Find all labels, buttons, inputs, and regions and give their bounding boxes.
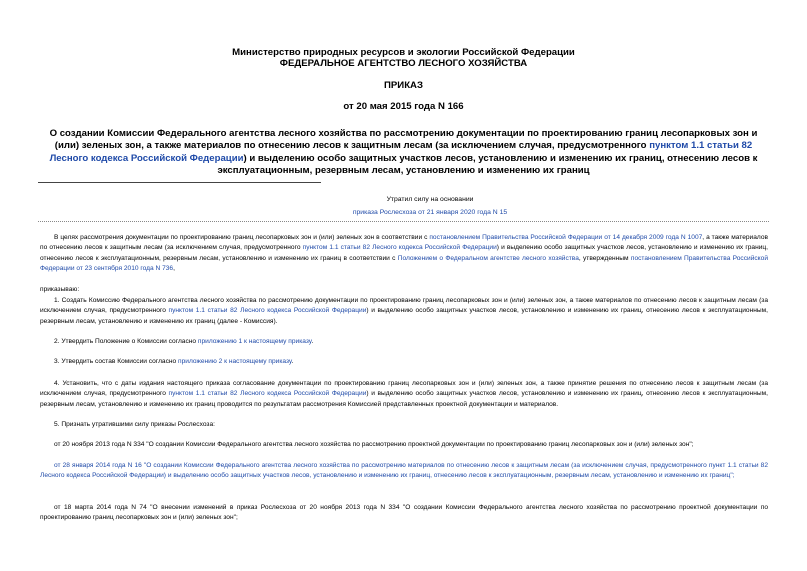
preamble-text-1: В целях рассмотрения документации по проектированию границ лесопарковых зон и (или) зеленых зон в соответствии с [54, 234, 430, 241]
item-3-text-2: . [291, 358, 294, 365]
item-3-text-1: 3. Утвердить состав Комиссии согласно [54, 358, 179, 365]
preamble-link-forest-code[interactable]: пунктом 1.1 статьи 82 Лесного кодекса Российской Федерации [302, 244, 497, 252]
title-divider [38, 182, 321, 183]
preamble-link-736[interactable]: постановлением Правительства Российской Федерации от 23 сентября 2010 года N 736 [40, 254, 768, 273]
ministry-name: Министерство природных ресурсов и экологии Российской Федерации [232, 47, 575, 58]
item-5: 5. Признать утратившими силу приказы Рослесхоза: [54, 421, 215, 428]
order-word: приказываю: [40, 286, 80, 293]
item-3 [40, 357, 768, 367]
title-text-2: ) и выделению особо защитных участков лесов, установлению и изменению их границ, отнесению лесов к эксплуатационным, резервным лесам, установлению и изменению их границ [217, 152, 758, 177]
preamble-paragraph [40, 233, 768, 275]
item-4-text-1: 4. Установить, что с даты издания настоящего приказа согласование документации по проектированию границ лесопарковых зон и (или) зеленых зон, а также принятие решения по отнесению лесов к защитным лесам (за исключением случая, предусмотренного [40, 380, 768, 398]
item-1-link-forest-code[interactable]: пунктом 1.1 статьи 82 Лесного кодекса Российской Федерации [168, 307, 367, 315]
document-type: ПРИКАЗ [384, 80, 423, 91]
preamble-link-1007[interactable]: постановлением Правительства Российской Федерации от 14 декабря 2009 года N 1007 [429, 234, 703, 241]
repealed-order-74: от 18 марта 2014 года N 74 "О внесении изменений в приказ Рослесхоза от 20 ноября 2013 года N 334 "О создании Комиссии Федерального агентства лесного хозяйства по рассмотрению проектной документации по проектированию границ лесопарковых зон и (или) зеленых зон"; [40, 504, 768, 522]
item-1-text-1: 1. Создать Комиссию Федерального агентства лесного хозяйства по рассмотрению документации по проектированию границ лесопарковых зон и (или) зеленых зон, а также материалов по отнесению лесов к защитным лесам (за исключением случая, предусмотренного [40, 297, 768, 315]
status-divider [38, 221, 769, 222]
preamble-text-3: ) и выделению особо защитных участков лесов, установлению и изменению их границ, отнесению лесов к эксплуатационным, резервным лесам, установлению и изменению их границ в соответствии с [40, 244, 769, 262]
document-date: от 20 мая 2015 года N 166 [343, 101, 464, 112]
preamble-text-2: , а также материалов по отнесению лесов к защитным лесам (за исключением случая, предусмотренного [40, 234, 768, 252]
preamble-text-5: , [173, 265, 175, 273]
item-2-text-2: . [311, 338, 314, 345]
title-link-forest-code[interactable]: пунктом 1.1 статьи 82 Лесного кодекса Российской Федерации [49, 140, 753, 164]
title-text-1: О создании Комиссии Федерального агентства лесного хозяйства по рассмотрению документации по проектированию границ лесопарковых зон и (или) зеленых зон, а также материалов по отнесению лесов к защитным лесам (за исключением случая, предусмотренного [49, 128, 758, 152]
item-2-text-1: 2. Утвердить Положение о Комиссии согласно [54, 338, 198, 345]
item-4-text-2: ) и выделению особо защитных участков лесов, установлению и изменению их границ, отнесению лесов к эксплуатационным, резервным лесам, установлению и изменению их границ проводится по результатам рассмотрения Комиссией представленных проектной документации и материалов. [40, 390, 768, 408]
item-1-text-2: ) и выделению особо защитных участков лесов, установлению и изменению их границ, отнесению лесов к эксплуатационным, резервным лесам, установлению и изменению их границ (далее - Комиссия). [40, 307, 768, 325]
item-1 [40, 296, 768, 327]
item-3-link-appendix-2[interactable]: приложению 2 к настоящему приказу [178, 358, 292, 365]
item-4 [40, 379, 768, 410]
status-note-text: Утратил силу на основании [386, 196, 474, 203]
preamble-text-4: , утвержденным [578, 254, 631, 262]
preamble-link-regulation[interactable]: Положением о Федеральном агентстве лесного хозяйства [397, 254, 579, 262]
item-2-link-appendix-1[interactable]: приложению 1 к настоящему приказу [197, 338, 312, 345]
status-note [330, 194, 530, 219]
repealed-order-334: от 20 ноября 2013 года N 334 "О создании Комиссии Федерального агентства лесного хозяйства по рассмотрению проектной документации по проектированию границ лесопарковых зон и (или) зеленых зон"; [54, 441, 694, 448]
item-2 [40, 337, 768, 347]
document-title [40, 128, 767, 178]
agency-name: ФЕДЕРАЛЬНОЕ АГЕНТСТВО ЛЕСНОГО ХОЗЯЙСТВА [279, 58, 528, 69]
repealed-order-16-link[interactable]: от 28 января 2014 года N 16 "О создании Комиссии Федерального агентства лесного хозяйства по рассмотрению материалов по отнесению лесов к защитным лесам (за исключением случая, предусмотренного пункт 1.1 статьи 82 Лесного кодекса Российской Федерации) и выделению особо защитных участков лесов, установлению и изменению их границ, отнесению лесов к эксплуатационным, резервным лесам, установлению и изменению их границ"; [40, 462, 768, 480]
item-4-link-forest-code[interactable]: пунктом 1.1 статьи 82 Лесного кодекса Российской Федерации [168, 390, 367, 398]
status-note-link[interactable]: приказа Рослесхоза от 21 января 2020 года N 15 [352, 208, 508, 216]
